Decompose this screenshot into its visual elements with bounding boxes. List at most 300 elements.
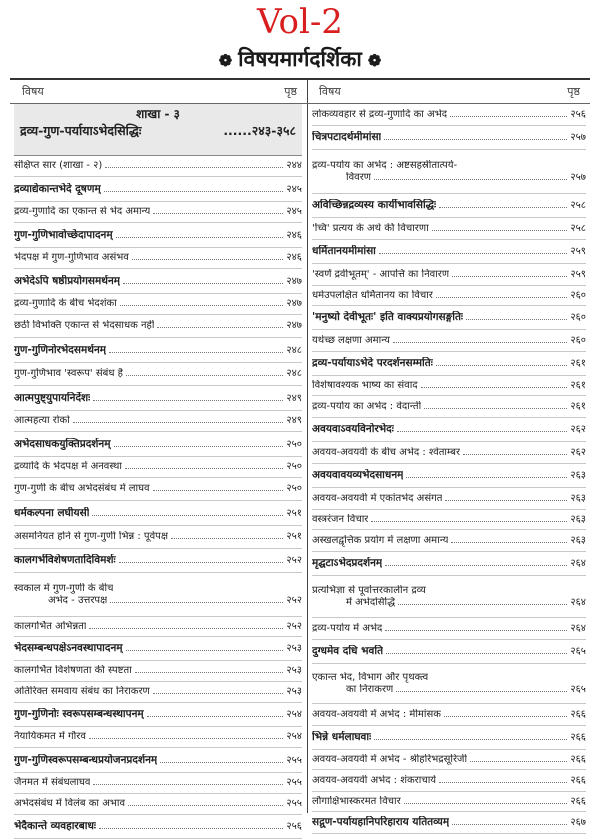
toc-entry-line (312, 597, 586, 609)
toc-entry-title: अस्खलद्वृत्तिक प्रयोग में लक्षणा अमान्य (312, 534, 449, 546)
toc-entry[interactable] (14, 748, 302, 773)
toc-entry-page: २६२ (570, 446, 586, 458)
toc-entry-title: अवयवावयव्यभेदसाधनम् (312, 469, 404, 481)
toc-entry[interactable] (312, 442, 586, 464)
toc-entry-title: मृद्घटाऽभेदप्रदर्शनम् (312, 557, 383, 569)
toc-entry-page: २५० (286, 438, 302, 450)
toc-entry-title: गुण-गुणिनोरभेदसमर्थनम् (14, 343, 107, 356)
toc-entry-title: विवरण (346, 171, 372, 183)
page-header: पृष्ठ (284, 85, 297, 98)
toc-entry[interactable] (312, 352, 586, 376)
toc-entry-line (14, 531, 302, 543)
toc-entry-line (14, 708, 302, 721)
toc-entry[interactable] (312, 750, 586, 770)
toc-entry-page: २६६ (570, 795, 586, 807)
toc-entry[interactable] (14, 248, 302, 269)
toc-entry-title: का निराकरण (346, 683, 394, 695)
toc-entry-page: २५२ (286, 594, 302, 606)
toc-entry-title: द्रव्य-पर्याय का अभेद : वेदान्ती (312, 400, 422, 412)
dot-leader (450, 116, 567, 117)
toc-entry[interactable] (312, 104, 586, 126)
toc-entry[interactable] (14, 703, 302, 727)
toc-entry[interactable] (14, 457, 302, 478)
toc-entry-line (14, 160, 302, 172)
dot-leader (439, 207, 567, 208)
toc-entry[interactable] (14, 526, 302, 549)
toc-entry-page: २४६ (286, 229, 302, 241)
toc-entry-title: अवयव-अवयवी में एकांतभेद असंगत (312, 492, 443, 504)
toc-entry[interactable] (14, 501, 302, 526)
toc-entry[interactable] (14, 269, 302, 294)
toc-entry[interactable] (312, 792, 586, 812)
toc-entry-line (312, 557, 586, 570)
toc-entry-line (312, 535, 586, 547)
toc-entry-title: जैनमत में संबंधलाघव (14, 777, 91, 788)
toc-entry-line (312, 447, 586, 459)
flower-ornament-icon: ❁ (367, 51, 382, 70)
toc-entry-line (14, 252, 302, 264)
toc-entry[interactable] (14, 573, 302, 617)
toc-entry-line (312, 199, 586, 212)
toc-entry-title: अवयव-अवयवी में अभेद - श्रीहरिभद्रसूरिजी (312, 753, 468, 765)
dot-leader (93, 400, 283, 401)
toc-entry-line (312, 709, 586, 721)
toc-entry-line (312, 245, 586, 258)
toc-entry-line (312, 269, 586, 281)
dot-leader (73, 422, 284, 423)
toc-entry-line (14, 665, 302, 677)
toc-entry-line (14, 344, 302, 357)
toc-entry[interactable] (312, 418, 586, 442)
dot-leader (157, 327, 283, 328)
dot-leader (153, 693, 284, 694)
toc-entry[interactable] (312, 376, 586, 396)
toc-entry-title: गुण-गुणिभावोच्छेदापादनम् (14, 228, 113, 241)
toc-entry-page: २६० (570, 289, 586, 301)
toc-entry[interactable] (14, 682, 302, 703)
dot-leader (89, 628, 283, 629)
dot-leader (89, 738, 283, 739)
dot-leader (404, 803, 568, 804)
toc-entry-title: सद्गुण-पर्यायहानिपरिहाराय यतितव्यम् (312, 816, 450, 828)
toc-entry-page: २५५ (286, 754, 302, 766)
toc-entry-title: आत्मपुष्ट्युपायनिर्देशः (14, 391, 91, 404)
toc-entry-line (312, 357, 586, 370)
dot-leader (125, 468, 283, 469)
toc-entry-line (14, 507, 302, 520)
toc-entry[interactable] (312, 150, 586, 194)
toc-entry[interactable] (14, 432, 302, 457)
toc-entry-page: २५२ (286, 555, 302, 566)
toc-entry-page: २६६ (570, 774, 586, 786)
toc-entry-page: २६४ (570, 622, 586, 634)
toc-entry-page: २६७ (570, 817, 586, 828)
dot-leader (398, 604, 567, 605)
right-column-header (307, 81, 590, 104)
toc-entry-page: २५३ (286, 643, 302, 654)
toc-entry-line (312, 816, 586, 829)
toc-entry-line (14, 415, 302, 427)
toc-entry-title: द्रव्य-पर्याय का अभेद : अष्टसहस्रीतात्पर्य- (312, 159, 458, 171)
toc-entry-title: विशेषावश्यक भाष्य का संवाद (312, 379, 418, 391)
dot-leader (171, 538, 283, 539)
dot-leader (92, 515, 283, 516)
toc-entry[interactable] (312, 726, 586, 750)
top-rule (10, 78, 590, 80)
toc-entry-page: २४९ (286, 415, 302, 426)
section-header (14, 104, 302, 156)
column-divider (307, 80, 308, 813)
dot-leader (444, 716, 567, 717)
toc-entry[interactable] (312, 770, 586, 792)
toc-entry-title: 'च्वि' प्रत्यय के अर्थ की विचारणा (312, 222, 429, 234)
toc-entry-title: में अभेदसिद्धि (346, 596, 396, 608)
toc-entry[interactable] (14, 637, 302, 661)
toc-entry-page: २६२ (570, 424, 586, 435)
toc-entry-line (14, 229, 302, 242)
toc-entry-title: गुण-गुणिनोः स्वरूपसम्बन्धस्थापनम् (14, 708, 144, 720)
toc-entry-page: २४९ (286, 392, 302, 404)
toc-entry[interactable] (312, 330, 586, 352)
toc-entry-page: २५२ (286, 620, 302, 632)
dot-leader (374, 179, 567, 180)
toc-entry[interactable] (312, 488, 586, 510)
toc-entry-page: २६४ (570, 596, 586, 608)
dot-leader (126, 650, 284, 651)
toc-entry[interactable] (14, 177, 302, 202)
dot-leader (470, 761, 567, 762)
dot-leader (160, 762, 283, 763)
subject-header: विषय (22, 85, 44, 98)
toc-entry-page: २५७ (570, 171, 586, 183)
toc-entry-title: गुण-गुणिस्वरूपसम्बन्धप्रयोजनप्रदर्शनम् (14, 753, 158, 766)
toc-entry[interactable] (14, 549, 302, 573)
volume-label: Vol-2 (257, 2, 343, 42)
toc-entry[interactable] (312, 640, 586, 664)
toc-entry-line (312, 160, 586, 172)
toc-entry-title: चित्रपटादर्थमीमांसा (312, 131, 382, 143)
toc-entry-page: २५७ (570, 132, 586, 143)
toc-entry-line (14, 820, 302, 833)
toc-entry-title: द्रव्य-पर्यायाऽभेदे परदर्शनसम्मतिः (312, 357, 433, 369)
toc-entry-title: कालगर्भविशेषणतादिविमर्शः (14, 554, 116, 566)
toc-entry-title: लोकव्यवहार से द्रव्य-गुणादि का अभेद (312, 108, 448, 120)
dot-leader (119, 562, 284, 563)
toc-entry-page: २४७ (286, 275, 302, 287)
toc-entry-title: एकान्त भेद, विभाग और पृथक्त्व (312, 671, 429, 683)
toc-entry-page: २५६ (570, 108, 586, 120)
toc-entry-line (14, 754, 302, 767)
dot-leader (153, 213, 283, 214)
toc-entry[interactable] (14, 223, 302, 248)
toc-entry[interactable] (312, 576, 586, 618)
toc-entry-title: भिन्ने धर्मलाघवाः (312, 731, 372, 743)
dot-leader (105, 167, 283, 168)
toc-entry-line (312, 775, 586, 787)
dot-leader (371, 521, 567, 522)
toc-entry[interactable] (312, 240, 586, 264)
dot-leader (385, 565, 567, 566)
dot-leader (120, 305, 284, 306)
toc-entry[interactable] (312, 396, 586, 418)
section-pages: ......२४३-३५८ (223, 123, 296, 138)
toc-entry-line (312, 796, 586, 808)
toc-entry-line (312, 311, 586, 324)
subject-header: विषय (319, 85, 341, 98)
toc-entry-title: भेदपक्ष में गुण-गुणिभाव असंभव (14, 252, 129, 263)
toc-entry-page: २५३ (286, 665, 302, 676)
toc-entry-line (14, 798, 302, 810)
dot-leader (114, 446, 284, 447)
dot-leader (104, 191, 284, 192)
toc-entry-line (14, 275, 302, 288)
toc-entry[interactable] (312, 704, 586, 726)
toc-entry-title: धर्मउपलक्षित धर्मितानय का विचार (312, 289, 433, 301)
toc-entry-page: २६१ (570, 379, 586, 391)
toc-entry-page: २५४ (286, 731, 302, 742)
toc-entry[interactable] (312, 264, 586, 286)
toc-entry-title: 'स्वर्णं द्रवीभूतम्' - आपत्ति का निवारण (312, 268, 450, 280)
toc-entry-page: २५१ (286, 507, 302, 519)
toc-entry[interactable] (14, 338, 302, 363)
dot-leader (421, 387, 568, 388)
toc-entry-line (312, 623, 586, 635)
toc-entry-title: 'मनुष्यो देवीभूतः' इति वाक्यप्रयोगसङ्गतिः (312, 311, 464, 323)
toc-entry-line (14, 554, 302, 567)
toc-entry-page: २६३ (570, 534, 586, 546)
toc-entry-title: आत्महत्या रोको (14, 415, 70, 426)
toc-entry-page: २५८ (570, 222, 586, 234)
toc-entry-page: २६० (570, 312, 586, 323)
toc-entry[interactable] (14, 202, 302, 223)
toc-entry-line (312, 380, 586, 392)
dot-leader (385, 630, 567, 631)
dot-leader (406, 477, 567, 478)
toc-entry[interactable] (14, 617, 302, 637)
toc-entry-page: २६६ (570, 753, 586, 765)
dot-leader (386, 653, 567, 654)
toc-entry-line (312, 401, 586, 413)
toc-entry-title: अभेदसंबंध में विलंब का अभाव (14, 798, 126, 809)
toc-entry-page: २६१ (570, 400, 586, 412)
page-heading (0, 44, 600, 76)
toc-entry[interactable] (312, 812, 586, 834)
toc-entry-title: संक्षिप्त सार (शाखा - २) (14, 160, 103, 171)
toc-entry-title: अतिरिक्त समवाय संबंध का निराकरण (14, 686, 150, 697)
toc-entry-page: २५१ (286, 531, 302, 542)
toc-entry-line (14, 298, 302, 310)
toc-entry-title: नैयायिकमत में गौरव (14, 731, 86, 742)
dot-leader (110, 602, 283, 603)
dot-leader (445, 500, 567, 501)
left-column-header (10, 81, 307, 104)
dot-leader (452, 276, 567, 277)
toc-entry-line (312, 290, 586, 302)
toc-entry-line (14, 686, 302, 698)
toc-entry-page: २६३ (570, 492, 586, 504)
toc-entry[interactable] (312, 218, 586, 240)
dot-leader (374, 739, 567, 740)
toc-entry[interactable] (312, 286, 586, 306)
dot-leader (396, 691, 567, 692)
toc-entry[interactable] (312, 552, 586, 576)
toc-entry-page: २४७ (286, 298, 302, 309)
dot-leader (451, 542, 567, 543)
dot-leader (128, 805, 283, 806)
toc-entry-line (14, 777, 302, 789)
dot-leader (147, 716, 284, 717)
toc-entry[interactable] (312, 664, 586, 704)
toc-entry-line (312, 172, 586, 184)
toc-entry-line (312, 109, 586, 121)
toc-entry-line (312, 731, 586, 744)
dot-leader (393, 342, 567, 343)
toc-entry-page: २४६ (286, 252, 302, 263)
toc-entry[interactable] (14, 411, 302, 432)
toc-entry-line (312, 335, 586, 347)
toc-entry-line (312, 672, 586, 684)
toc-entry-title: द्रव्यादि के भेदपक्ष में अनवस्था (14, 461, 123, 472)
toc-entry-page: २४८ (286, 344, 302, 356)
toc-entry[interactable] (14, 156, 302, 177)
toc-entry-page: २६३ (570, 470, 586, 481)
toc-entry-page: २५८ (570, 200, 586, 211)
section-branch: शाखा - ३ (136, 107, 180, 121)
toc-entry-title: प्रत्यभिज्ञा से पूर्वोत्तरकालीन द्रव्य (312, 584, 426, 596)
toc-entry-title: वस्त्ररंजन विचार (312, 513, 369, 525)
dot-leader (424, 408, 567, 409)
toc-entry-title: गुण-गुणी के बीच अभेदसंबंध में लाघव (14, 483, 150, 494)
toc-entry[interactable] (14, 478, 302, 501)
toc-entry-title: कालगर्भित विशेषणता की स्पष्टता (14, 665, 132, 676)
toc-entry-title: अवयव-अवयवी के बीच अभेद : श्वेताम्बर (312, 446, 461, 458)
toc-entry[interactable] (14, 727, 302, 748)
dot-leader (132, 259, 284, 260)
toc-entry-page: २६३ (570, 513, 586, 525)
toc-entry-title: स्वकाल में गुण-गुणी के बीच (14, 582, 114, 594)
toc-entry-page: २४८ (286, 368, 302, 379)
toc-entry-title: द्रव्याद्येकान्तभेदे दूषणम् (14, 182, 101, 195)
toc-entry[interactable] (312, 126, 586, 150)
toc-entry-page: २५० (286, 461, 302, 472)
toc-entry-line (312, 684, 586, 696)
dot-leader (463, 454, 567, 455)
toc-entry-page: २५० (286, 483, 302, 494)
dot-leader (109, 352, 283, 353)
toc-entry-title: अवयवाऽवयविनोरभेदः (312, 423, 394, 435)
toc-entry-page: २५४ (286, 709, 302, 720)
toc-entry[interactable] (312, 306, 586, 330)
toc-entry[interactable] (14, 661, 302, 682)
toc-entry-page: २५३ (286, 686, 302, 697)
toc-entry-line (14, 206, 302, 218)
dot-leader (432, 230, 568, 231)
toc-entry[interactable] (14, 294, 302, 315)
dot-leader (439, 782, 567, 783)
section-title-row (20, 122, 296, 140)
toc-entry-line (312, 423, 586, 436)
toc-entry-title: कालगर्भित अभिन्नता (14, 620, 87, 632)
toc-entry-title: अवयव-अवयवी अभेद : शंकराचार्य (312, 774, 437, 786)
dot-leader (452, 824, 567, 825)
toc-entry-title: अवयव-अवयवी में अभेद : मीमांसक (312, 708, 441, 720)
toc-entry-title: असमनियत होने से गुण-गुणी भिन्न : पूर्वपक्ष (14, 531, 168, 542)
toc-entry-line (312, 585, 586, 597)
toc-entry-title: अविच्छिन्नद्रव्यस्य कार्यीभावसिद्धिः (312, 199, 437, 211)
toc-entry-line (14, 461, 302, 473)
dot-leader (436, 297, 568, 298)
toc-entry-line (14, 595, 302, 607)
toc-entry-line (14, 583, 302, 595)
toc-entry-line (14, 483, 302, 495)
toc-entry[interactable] (312, 618, 586, 640)
flower-ornament-icon: ❁ (218, 51, 233, 70)
toc-entry-line (14, 438, 302, 451)
toc-entry-line (14, 731, 302, 743)
dot-leader (135, 672, 284, 673)
toc-entry[interactable] (14, 363, 302, 386)
toc-entry[interactable] (312, 510, 586, 530)
toc-entry-title: द्रव्य-गुणादि के बीच भेदशंका (14, 298, 117, 309)
toc-entry-title: लौगाक्षिभास्करमत विचार (312, 795, 401, 807)
dot-leader (99, 828, 283, 829)
toc-entry-title: द्रव्य-गुणादि का एकान्त से भेद अमान्य (14, 206, 151, 217)
section-title: द्रव्य-गुण-पर्यायाऽभेदसिद्धिः (20, 123, 142, 138)
toc-entry-title: अभेदेऽपि षष्ठीप्रयोगसमर्थनम् (14, 274, 121, 287)
dot-leader (397, 431, 568, 432)
left-toc-column (14, 104, 302, 839)
toc-entry[interactable] (14, 773, 302, 794)
toc-entry-line (14, 320, 302, 332)
toc-entry-line (312, 469, 586, 482)
toc-entry-line (312, 754, 586, 766)
toc-entry[interactable] (312, 194, 586, 218)
toc-entry-page: २६६ (570, 708, 586, 720)
toc-entry[interactable] (14, 794, 302, 815)
toc-entry-page: २५९ (570, 268, 586, 280)
toc-entry-line (312, 493, 586, 505)
toc-entry-page: २६४ (570, 558, 586, 569)
toc-entry-page: २५९ (570, 246, 586, 257)
dot-leader (116, 237, 284, 238)
dot-leader (93, 784, 283, 785)
toc-entry-title: धर्मितानयमीमांसा (312, 245, 376, 257)
toc-entry-title: दुग्धमेव दधि भवति (312, 645, 384, 657)
dot-leader (126, 375, 283, 376)
toc-entry[interactable] (312, 530, 586, 552)
toc-entry[interactable] (312, 464, 586, 488)
toc-entry-page: २४७ (286, 320, 302, 331)
page-title: विषयमार्गदर्शिका (238, 46, 362, 71)
toc-entry-title: यथेच्छ लक्षणा अमान्य (312, 334, 390, 346)
toc-entry-line (14, 392, 302, 405)
toc-entry[interactable] (14, 315, 302, 338)
dot-leader (436, 365, 568, 366)
toc-entry-title: अभेदसाधकयुक्तिप्रदर्शनम् (14, 437, 111, 450)
toc-entry[interactable] (14, 815, 302, 839)
toc-entry-line (312, 131, 586, 144)
toc-entry-line (312, 223, 586, 235)
toc-entry-title: धर्मकल्पना लघीयसी (14, 506, 90, 519)
toc-entry-page: २६६ (570, 732, 586, 743)
toc-entry[interactable] (14, 386, 302, 411)
toc-entry-title: भेदैकान्ते व्यवहारबाधः (14, 820, 97, 832)
dot-leader (379, 253, 567, 254)
toc-entry-title: छठी विभक्ति एकान्त से भेदसाधक नहीं (14, 320, 155, 331)
right-toc-column (312, 104, 586, 834)
toc-entry-page: २५६ (286, 821, 302, 832)
toc-entry-title: भेदसम्बन्धपक्षेऽनवस्थापादनम् (14, 642, 123, 654)
